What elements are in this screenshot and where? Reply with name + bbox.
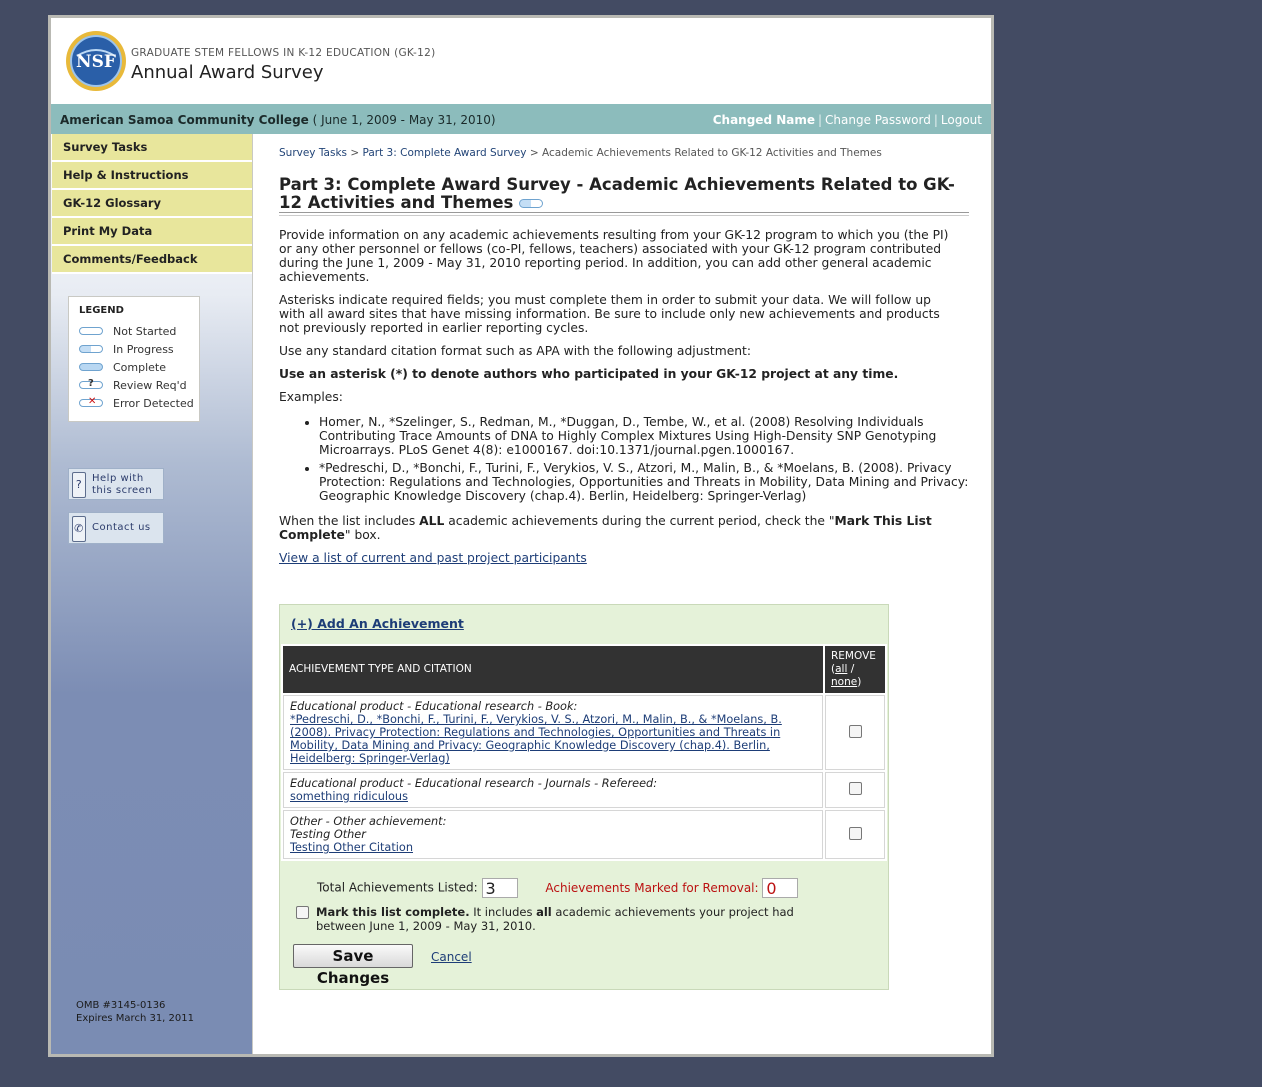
help-screen-button[interactable]	[68, 468, 164, 500]
page-title-text: Part 3: Complete Award Survey - Academic Achievements Related to GK-12 Activities and Themes	[279, 175, 955, 212]
remove-cell	[825, 810, 885, 859]
logout-link[interactable]: Logout	[940, 113, 982, 127]
institution-info	[60, 113, 496, 127]
save-changes-button[interactable]: Save Changes	[293, 944, 413, 968]
remove-cell	[825, 695, 885, 770]
breadcrumb-part3[interactable]: Part 3: Complete Award Survey	[362, 147, 527, 159]
achievement-citation-link[interactable]: Testing Other Citation	[290, 841, 413, 854]
achievement-type: Other - Other achievement:	[290, 815, 447, 828]
achievement-citation-link[interactable]: something ridiculous	[290, 790, 408, 803]
asterisk-instruction: Use an asterisk (*) to denote authors who participated in your GK-12 project at any time.	[279, 367, 899, 381]
achievement-cell	[283, 695, 823, 770]
achievements-panel	[279, 604, 889, 990]
svg-text:NSF: NSF	[76, 52, 116, 72]
total-achievements-field[interactable]: 3	[482, 878, 518, 898]
intro-text: Provide information on any academic achievements resulting from your GK-12 program to which you (the PI) or any other personnel or fellows (co-PI, fellows, teachers) associated with your GK-12 program contributed during the June 1, 2009 - May 31, 2010 reporting period. In addition, you can add other general academic achievements.	[279, 228, 949, 284]
removal-count-field[interactable]: 0	[762, 878, 798, 898]
status-legend	[68, 296, 200, 422]
cancel-link[interactable]: Cancel	[431, 950, 472, 964]
column-header-remove: REMOVE (all / none)	[825, 646, 885, 693]
remove-all-link[interactable]: all	[835, 663, 848, 675]
contact-us-label: Contact us	[92, 522, 151, 533]
participants-link[interactable]: View a list of current and past project participants	[279, 551, 587, 565]
legend-title: LEGEND	[79, 305, 124, 316]
totals-row	[317, 878, 798, 898]
legend-item	[79, 358, 199, 376]
in-progress-icon	[79, 345, 103, 353]
legend-label: Not Started	[113, 324, 177, 338]
add-achievement-link[interactable]: (+) Add An Achievement	[291, 616, 464, 631]
reporting-period: ( June 1, 2009 - May 31, 2010)	[312, 113, 496, 127]
legend-item	[79, 322, 199, 340]
breadcrumb-current: Academic Achievements Related to GK-12 Activities and Themes	[541, 147, 882, 159]
legend-label: Error Detected	[113, 396, 194, 410]
example-item: • *Pedreschi, D., *Bonchi, F., Turini, F., Verykios, V. S., Atzori, M., Malin, B., & *Moelans, B. (2008). Privacy Protection: Regulations and Technologies, Opportunities and Threats in Mobility, Data Mining and Privacy: Geographic Knowledge Discovery (chap.4). Berlin, Heidelberg: Springer-Verlag)	[319, 461, 969, 503]
remove-none-link[interactable]: none	[831, 676, 858, 688]
nav-comments-feedback[interactable]: Comments/Feedback	[52, 246, 252, 274]
breadcrumb-survey-tasks[interactable]: Survey Tasks	[279, 147, 347, 159]
top-bar	[51, 103, 991, 134]
list-complete-note: When the list includes ALL academic achievements during the current period, check the "Mark This List Complete" box.	[279, 514, 932, 542]
omb-expires: Expires March 31, 2011	[76, 1013, 194, 1024]
total-label: Total Achievements Listed:	[317, 880, 478, 895]
review-required-icon: ?	[79, 381, 103, 389]
nav-survey-tasks[interactable]: Survey Tasks	[52, 134, 252, 162]
omb-info	[76, 999, 194, 1025]
error-detected-icon: ✕	[79, 399, 103, 407]
table-row	[283, 695, 885, 770]
table-row	[283, 772, 885, 808]
page-title	[279, 176, 969, 212]
complete-icon	[79, 363, 103, 371]
help-screen-label: Help with this screen	[92, 473, 153, 496]
asterisk-note: Asterisks indicate required fields; you must complete them in order to submit your data. We will follow up with all award sites that have missing information. Be sure to include only new achievements and products not previously reported in earlier reporting cycles.	[279, 293, 940, 335]
mark-complete-checkbox[interactable]	[296, 906, 309, 919]
contact-us-button[interactable]	[68, 512, 164, 544]
removal-label: Achievements Marked for Removal:	[545, 880, 759, 895]
nsf-logo	[65, 30, 127, 92]
column-header-type: ACHIEVEMENT TYPE AND CITATION	[283, 646, 823, 693]
legend-item	[79, 340, 199, 358]
title-divider	[279, 212, 969, 216]
page-frame	[48, 15, 994, 1057]
legend-item	[79, 376, 199, 394]
header	[51, 18, 991, 103]
nav-glossary[interactable]: GK-12 Glossary	[52, 190, 252, 218]
achievement-subtitle: Testing Other	[290, 828, 366, 841]
citation-note: Use any standard citation format such as APA with the following adjustment:	[279, 344, 752, 358]
examples-label: Examples:	[279, 390, 343, 404]
table-row	[283, 810, 885, 859]
legend-label: Review Req'd	[113, 378, 187, 392]
achievement-cell	[283, 810, 823, 859]
achievement-type: Educational product - Educational research - Journals - Refereed:	[290, 777, 658, 790]
achievement-cell	[283, 772, 823, 808]
legend-label: Complete	[113, 360, 167, 374]
legend-item	[79, 394, 199, 412]
breadcrumb: Survey Tasks > Part 3: Complete Award Survey > Academic Achievements Related to GK-12 Activities and Themes	[279, 147, 882, 159]
achievement-type: Educational product - Educational research - Book:	[290, 700, 578, 713]
achievements-table	[281, 644, 887, 861]
remove-cell	[825, 772, 885, 808]
achievement-citation-link[interactable]: *Pedreschi, D., *Bonchi, F., Turini, F., Verykios, V. S., Atzori, M., Malin, B., & *Moelans, B. (2008). Privacy Protection: Regulations and Technologies, Opportunities and Threats in Mobility, Data Mining and Privacy: Geographic Knowledge Discovery (chap.4). Berlin, Heidelberg: Springer-Verlag)	[290, 713, 782, 765]
not-started-icon	[79, 327, 103, 335]
question-icon: ?	[72, 472, 86, 498]
user-menu: Changed Name | Change Password | Logout	[712, 113, 982, 127]
remove-checkbox[interactable]	[849, 827, 862, 840]
nav-help-instructions[interactable]: Help & Instructions	[52, 162, 252, 190]
example-item: • Homer, N., *Szelinger, S., Redman, M., *Duggan, D., Tembe, W., et al. (2008) Resolving Individuals Contributing Trace Amounts of DNA to Highly Complex Mixtures Using High-Density SNP Genotyping Microarrays. PLoS Genet 4(8): e1000167. doi:10.1371/journal.pgen.1000167.	[319, 415, 969, 457]
phone-icon: ✆	[72, 516, 86, 542]
app-title: Annual Award Survey	[131, 62, 324, 83]
mark-complete-label: Mark this list complete. It includes all academic achievements your project had between June 1, 2009 - May 31, 2010.	[316, 905, 794, 933]
omb-number: OMB #3145-0136	[76, 1000, 166, 1011]
remove-checkbox[interactable]	[849, 725, 862, 738]
legend-label: In Progress	[113, 342, 174, 356]
program-name: GRADUATE STEM FELLOWS IN K-12 EDUCATION (GK-12)	[131, 47, 436, 59]
user-name-link[interactable]: Changed Name	[712, 113, 815, 127]
examples-list	[319, 415, 969, 507]
nav-print-data[interactable]: Print My Data	[52, 218, 252, 246]
remove-checkbox[interactable]	[849, 782, 862, 795]
institution-name: American Samoa Community College	[60, 113, 309, 127]
sidebar	[51, 134, 253, 1054]
in-progress-icon	[519, 199, 543, 208]
change-password-link[interactable]: Change Password	[825, 113, 931, 127]
